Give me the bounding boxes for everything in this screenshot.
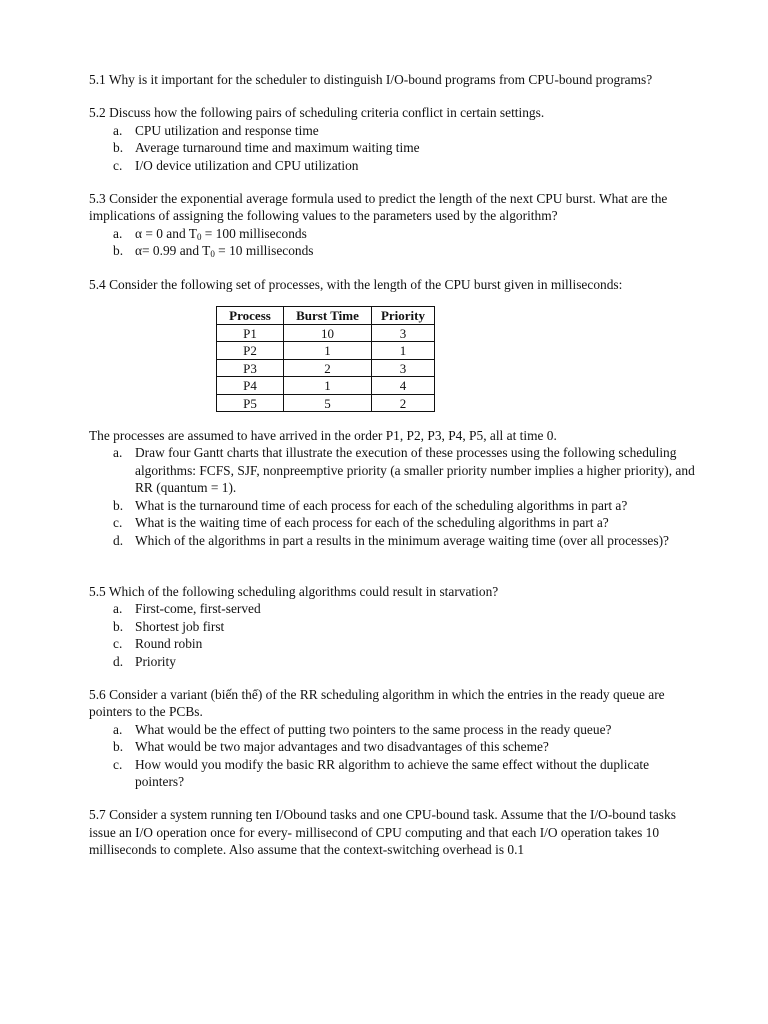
column-header: Priority [372, 307, 435, 325]
table-header-row [217, 307, 435, 325]
list-item: b. Shortest job first [113, 618, 225, 634]
list-item: b. What is the turnaround time of each process for each of the scheduling algorithms in part a? [113, 497, 628, 513]
column-header: Process [217, 307, 284, 325]
table-cell: P4 [217, 377, 284, 395]
question-5-3: 5.3 Consider the exponential average formula used to predict the length of the next CPU burst. What are the implications of assigning the following values to the parameters used by the algorithm? [89, 191, 668, 224]
question-5-4-items [89, 444, 701, 548]
list-item: d. Priority [113, 653, 176, 669]
column-header: Burst Time [284, 307, 372, 325]
table-cell: 1 [372, 342, 435, 360]
document-page [89, 71, 701, 859]
list-item: a. CPU utilization and response time [113, 122, 319, 138]
list-item: c. How would you modify the basic RR algorithm to achieve the same effect without the duplicate pointers? [113, 756, 650, 789]
table-row [217, 342, 435, 360]
list-item: b. What would be two major advantages and two disadvantages of this scheme? [113, 739, 549, 755]
question-5-1: 5.1 Why is it important for the scheduler to distinguish I/O-bound programs from CPU-bound programs? [89, 72, 653, 87]
table-cell: P1 [217, 324, 284, 342]
question-5-6-items [89, 721, 701, 791]
question-5-3-items [89, 225, 701, 260]
question-5-4: 5.4 Consider the following set of processes, with the length of the CPU burst given in milliseconds: [89, 276, 623, 292]
question-5-5: 5.5 Which of the following scheduling algorithms could result in starvation? [89, 583, 499, 599]
table-cell: 1 [284, 377, 372, 395]
list-item: b. Average turnaround time and maximum waiting time [113, 140, 420, 156]
table-cell: 3 [372, 359, 435, 377]
list-item: a. Draw four Gantt charts that illustrate the execution of these processes using the following scheduling algorithms: FCFS, SJF, nonpreemptive priority (a smaller priority number implies a higher priority), and RR (quantum = 1). [113, 445, 695, 496]
table-row [217, 324, 435, 342]
table-cell: 2 [372, 394, 435, 412]
question-5-4-arrival-note: The processes are assumed to have arrived in the order P1, P2, P3, P4, P5, all at time 0. [89, 428, 557, 444]
table-cell: 5 [284, 394, 372, 412]
question-5-2-items [89, 122, 701, 174]
list-item: b. α= 0.99 and $T_0 = 10$ milliseconds [113, 243, 314, 260]
list-item: a. α = 0 and $T_0 = 100$ milliseconds [113, 225, 307, 242]
table-cell: P3 [217, 359, 284, 377]
table-row [217, 394, 435, 412]
list-item: c. What is the waiting time of each process for each of the scheduling algorithms in part a? [113, 515, 609, 531]
table-cell: P5 [217, 394, 284, 412]
question-5-7: 5.7 Consider a system running ten I/Obound tasks and one CPU-bound task. Assume that the I/O-bound tasks issue an I/O operation once for every- millisecond of CPU computing and that each I/O operation takes 10 milliseconds to complete. Also assume that the context-switching overhead is 0.1 [89, 807, 676, 858]
table-cell: 10 [284, 324, 372, 342]
table-cell: P2 [217, 342, 284, 360]
process-table [216, 306, 435, 412]
list-item: c. Round robin [113, 636, 203, 652]
question-5-2: 5.2 Discuss how the following pairs of scheduling criteria conflict in certain settings. [89, 105, 545, 121]
question-5-5-items [89, 600, 701, 670]
table-cell: 2 [284, 359, 372, 377]
table-cell: 1 [284, 342, 372, 360]
table-cell: 4 [372, 377, 435, 395]
list-item: a. What would be the effect of putting two pointers to the same process in the ready queue? [113, 721, 612, 737]
table-row [217, 377, 435, 395]
list-item: d. Which of the algorithms in part a results in the minimum average waiting time (over all processes)? [113, 532, 669, 548]
table-cell: 3 [372, 324, 435, 342]
list-item: a. First-come, first-served [113, 601, 261, 617]
question-5-6: 5.6 Consider a variant (biến thể) of the RR scheduling algorithm in which the entries in the ready queue are pointers to the PCBs. [89, 686, 665, 720]
list-item: c. I/O device utilization and CPU utilization [113, 157, 359, 173]
table-row [217, 359, 435, 377]
